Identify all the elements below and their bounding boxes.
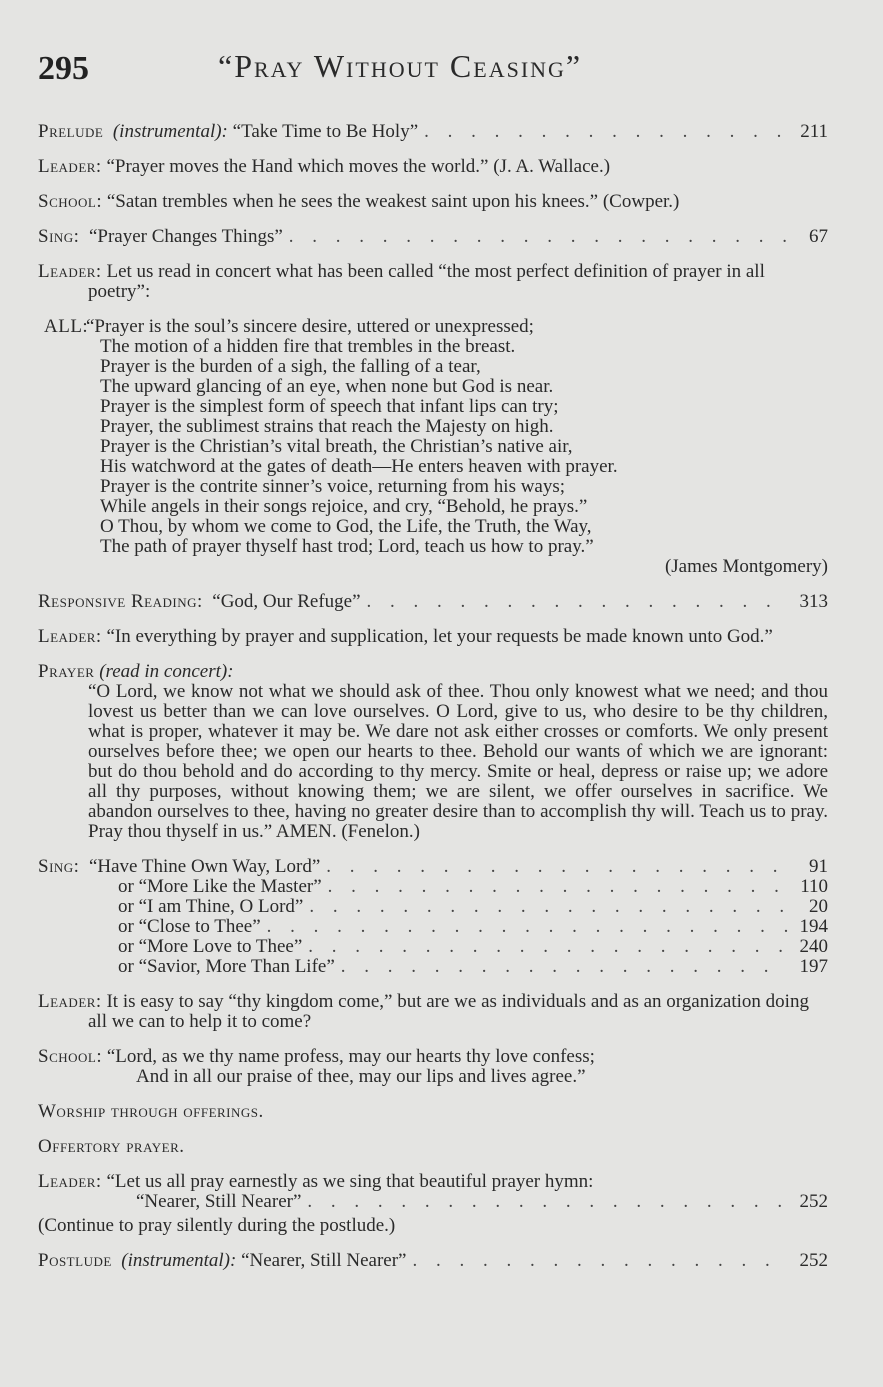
- alternative-hymn: [118, 877, 828, 897]
- leader-label: Leader:: [38, 1171, 102, 1192]
- alternative-hymn: [118, 937, 828, 957]
- leader-dots: [367, 592, 788, 612]
- poem-line: Prayer is the Christian’s vital breath, the Christian’s native air,: [100, 436, 573, 457]
- sing-hymn: “Have Thine Own Way, Lord”: [88, 856, 321, 877]
- school-label: School:: [38, 191, 103, 212]
- leader-dots: [289, 227, 788, 247]
- all-label: ALL:: [44, 316, 89, 337]
- alternative-hymn: [118, 897, 828, 917]
- prelude-number: 211: [800, 121, 828, 142]
- poem-attribution: (James Montgomery): [664, 556, 828, 577]
- leader-dots: [326, 857, 788, 877]
- leader-hymn-title: “Nearer, Still Nearer”: [136, 1191, 302, 1212]
- sing-label: Sing:: [38, 226, 80, 247]
- prayer-heading: [38, 662, 828, 682]
- alternative-hymn-number: 110: [800, 876, 828, 897]
- sing-line-2: [38, 857, 828, 877]
- poem-line: Prayer is the simplest form of speech that infant lips can try;: [100, 396, 559, 417]
- leader-text: “Let us all pray earnestly as we sing that beautiful prayer hymn:: [106, 1171, 594, 1192]
- responsive-reading-title: “God, Our Refuge”: [212, 591, 361, 612]
- sing-number: 67: [809, 226, 828, 247]
- alternative-hymn: [118, 917, 828, 937]
- poem-line: His watchword at the gates of death—He enters heaven with prayer.: [100, 456, 618, 477]
- prayer-text: “O Lord, we know not what we should ask of thee. Thou only knowest what we need; and thou lovest us better than we can love ourselves. O Lord, give to us, who desire to be thy children, what is proper, whatever it may be. We dare not ask either crosses or comforts. We only present ourselves before thee; we open our hearts to thee. Behold our wants of which we are ignorant: but do thou behold and do according to thy mercy. Smite or heal, depress or raise up; we adore all thy purposes, without knowing them; we are silent, we offer ourselves in sacrifice. We abandon ourselves to thee, having no greater desire than to accomplish thy will. Teach us to pray. Pray thou thyself in us.” AMEN. (Fenelon.): [88, 681, 828, 842]
- leader-dots: [309, 897, 788, 917]
- poem-line: Prayer, the sublimest strains that reach the Majesty on high.: [100, 416, 554, 437]
- all-poem: [38, 317, 828, 577]
- poem-line: Prayer is the contrite sinner’s voice, returning from his ways;: [100, 476, 566, 497]
- sing-number: 91: [809, 856, 828, 877]
- prayer-qualifier: (read in concert):: [99, 661, 234, 682]
- alternative-hymn-number: 20: [809, 896, 828, 917]
- prelude-qualifier: (instrumental):: [112, 121, 228, 142]
- poem-line: Prayer is the burden of a sigh, the falling of a tear,: [100, 356, 481, 377]
- leader-text: “In everything by prayer and supplication, let your requests be made known unto God.”: [106, 626, 773, 647]
- responsive-reading-number: 313: [799, 591, 828, 612]
- leader-dots: [412, 1251, 788, 1271]
- alternative-hymns: [118, 877, 828, 977]
- poem-line: The motion of a hidden fire that trembles in the breast.: [100, 336, 516, 357]
- alternative-hymn-title: or “Close to Thee”: [118, 916, 261, 937]
- leader-label: Leader:: [38, 991, 102, 1012]
- leader-text: Let us read in concert what has been called “the most perfect definition of prayer in all poetry”:: [88, 261, 765, 302]
- postlude-label: Postlude: [38, 1250, 112, 1271]
- alternative-hymn-number: 194: [799, 916, 828, 937]
- leader-dots: [424, 122, 788, 142]
- order-of-service: [38, 122, 828, 1286]
- page-number: 295: [38, 50, 89, 87]
- leader-hymn-intro: [38, 1172, 828, 1192]
- prelude-hymn: “Take Time to Be Holy”: [232, 121, 419, 142]
- sing-hymn: “Prayer Changes Things”: [88, 226, 283, 247]
- alternative-hymn-title: or “More Love to Thee”: [118, 936, 303, 957]
- postlude-number: 252: [799, 1250, 828, 1271]
- school-line-1: [38, 192, 828, 212]
- alternative-hymn-title: or “Savior, More Than Life”: [118, 956, 335, 977]
- prayer-section: [38, 662, 828, 842]
- alternative-hymn-title: or “I am Thine, O Lord”: [118, 896, 304, 917]
- postlude-qualifier: (instrumental):: [121, 1250, 237, 1271]
- school-text: “Lord, as we thy name profess, may our hearts thy love confess;: [106, 1046, 595, 1067]
- school-label: School:: [38, 1046, 103, 1067]
- sing-label: Sing:: [38, 856, 80, 877]
- worship-offerings: Worship through offerings.: [38, 1101, 264, 1122]
- offertory-prayer: Offertory prayer.: [38, 1136, 185, 1157]
- leader-hymn-line: [136, 1192, 828, 1212]
- responsive-reading-line: [38, 592, 828, 612]
- school-text: “Satan trembles when he sees the weakest saint upon his knees.” (Cowper.): [106, 191, 680, 212]
- poem-line: The path of prayer thyself hast trod; Lord, teach us how to pray.”: [100, 536, 594, 557]
- sing-section-2: [38, 857, 828, 977]
- poem-line: While angels in their songs rejoice, and cry, “Behold, he prays.”: [100, 496, 588, 517]
- leader-dots: [328, 877, 788, 897]
- leader-label: Leader:: [38, 261, 102, 282]
- leader-dots: [341, 957, 788, 977]
- leader-line-5: [38, 1172, 828, 1212]
- poem-lines: [86, 316, 828, 577]
- poem-line: O Thou, by whom we come to God, the Life, the Truth, the Way,: [100, 516, 592, 537]
- sing-line-1: [38, 227, 828, 247]
- leader-dots: [307, 1192, 788, 1212]
- prelude-label: Prelude: [38, 121, 104, 142]
- leader-line-3: [38, 627, 828, 647]
- leader-text: It is easy to say “thy kingdom come,” but are we as individuals and as an organization doing all we can to help it to come?: [88, 991, 809, 1032]
- page-title: “Pray Without Ceasing”: [218, 48, 583, 84]
- leader-label: Leader:: [38, 156, 102, 177]
- leader-dots: [308, 937, 788, 957]
- leader-dots: [267, 917, 788, 937]
- poem-line: The upward glancing of an eye, when none but God is near.: [100, 376, 554, 397]
- alternative-hymn-number: 197: [799, 956, 828, 977]
- leader-line-4: [38, 992, 828, 1032]
- prelude-line: [38, 122, 828, 142]
- school-couplet-first: [38, 1047, 828, 1067]
- school-line-2: [38, 1047, 828, 1087]
- postlude-line: [38, 1251, 828, 1271]
- postlude-hymn: “Nearer, Still Nearer”: [241, 1250, 407, 1271]
- leader-line-2: [38, 262, 828, 302]
- responsive-reading-label: Responsive Reading:: [38, 591, 203, 612]
- continue-instruction: (Continue to pray silently during the postlude.): [38, 1215, 396, 1236]
- leader-line-1: [38, 157, 828, 177]
- poem-line: “Prayer is the soul’s sincere desire, uttered or unexpressed;: [86, 316, 534, 337]
- alternative-hymn: [118, 957, 828, 977]
- leader-label: Leader:: [38, 626, 102, 647]
- prayer-label: Prayer: [38, 661, 95, 682]
- leader-text: “Prayer moves the Hand which moves the world.” (J. A. Wallace.): [106, 156, 611, 177]
- leader-hymn-number: 252: [799, 1191, 828, 1212]
- alternative-hymn-title: or “More Like the Master”: [118, 876, 322, 897]
- school-couplet-second: And in all our praise of thee, may our lips and lives agree.”: [136, 1066, 586, 1087]
- alternative-hymn-number: 240: [799, 936, 828, 957]
